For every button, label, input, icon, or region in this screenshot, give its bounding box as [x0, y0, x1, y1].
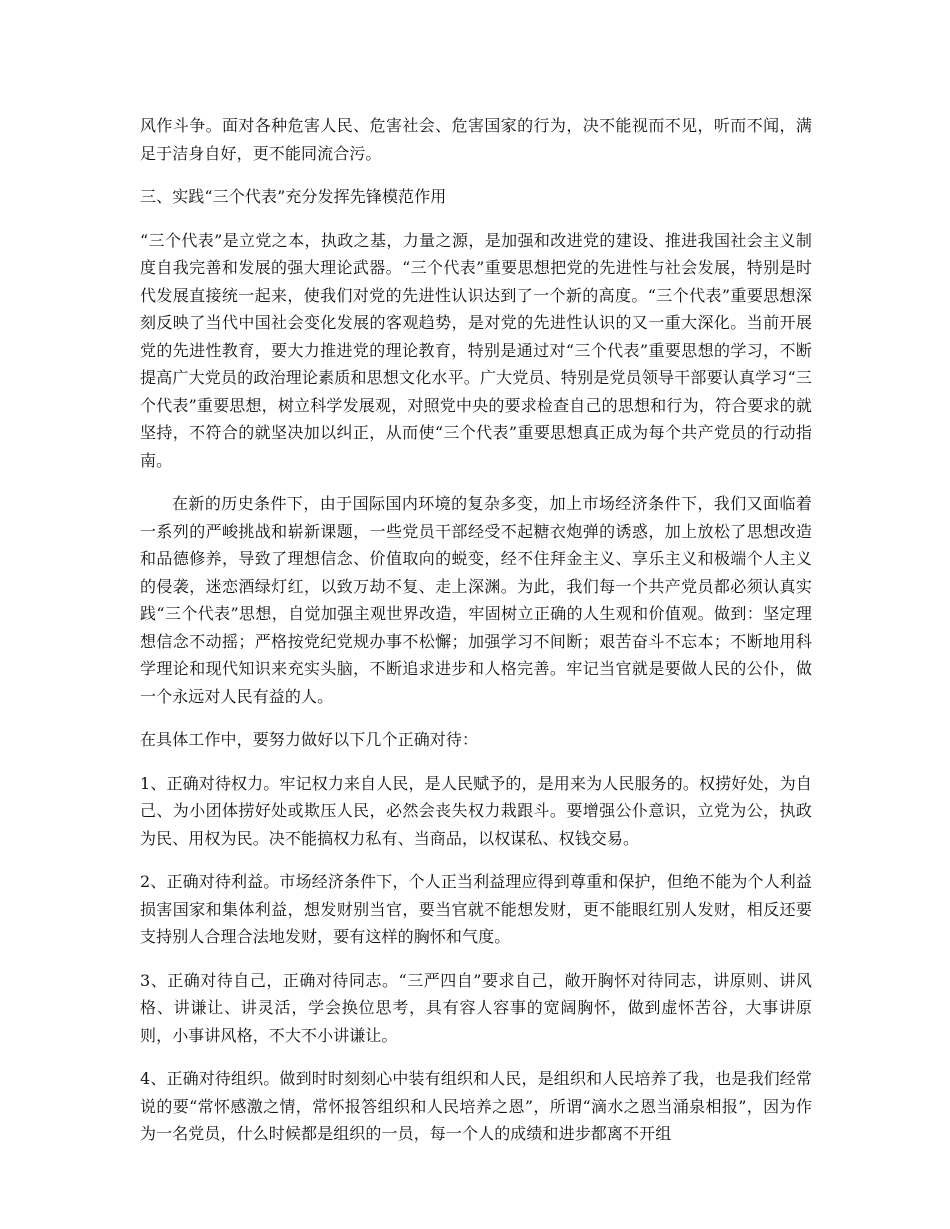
section-heading: 三、实践“三个代表”充分发挥先锋模范作用: [140, 187, 447, 206]
list-item-self-and-comrades: 3、正确对待自己，正确对待同志。“三严四自”要求自己，敞开胸怀对待同志，讲原则、讲风格、讲谦让、讲灵活，学会换位思考，具有容人容事的宽阔胸怀，做到虚怀苦谷，大事讲原则，小事讲风格，不大不小讲谦让。: [140, 970, 812, 1045]
paragraph-historical-conditions: 在新的历史条件下，由于国际国内环境的复杂多变，加上市场经济条件下，我们又面临着一系列的严峻挑战和崭新课题，一些党员干部经受不起糖衣炮弹的诱惑，加上放松了思想改造和品德修养，导致了理想信念、价值取向的蜕变，经不住拜金主义、享乐主义和极端个人主义的侵袭，迷恋酒绿灯红，以致万劫不复、走上深渊。为此，我们每一个共产党员都必须认真实践“三个代表”思想，自觉加强主观世界改造，牢固树立正确的人生观和价值观。做到：坚定理想信念不动摇；严格按党纪党规办事不松懈；加强学习不间断；艰苦奋斗不忘本；不断地用科学理论和现代知识来充实头脑，不断追求进步和人格完善。牢记当官就是要做人民的公仆，做一个永远对人民有益的人。: [140, 494, 812, 706]
document-body: [140, 112, 812, 1164]
list-item-organization: 4、正确对待组织。做到时时刻刻心中装有组织和人民，是组织和人民培养了我，也是我们经常说的要“常怀感激之情，常怀报答组织和人民培养之恩”，所谓“滴水之恩当涌泉相报”，因为作为一名党员，什么时候都是组织的一员，每一个人的成绩和进步都离不开组: [140, 1069, 812, 1143]
paragraph-continuation: 风作斗争。面对各种危害人民、危害社会、危害国家的行为，决不能视而不见，听而不闻，满足于洁身自好，更不能同流合污。: [140, 116, 812, 163]
paragraph-three-represents: “三个代表”是立党之本，执政之基，力量之源，是加强和改进党的建设、推进我国社会主义制度自我完善和发展的强大理论武器。“三个代表”重要思想把党的先进性与社会发展，特别是时代发展直接统一起来，使我们对党的先进性认识达到了一个新的高度。“三个代表”重要思想深刻反映了当代中国社会变化发展的客观趋势，是对党的先进性认识的又一重大深化。当前开展党的先进性教育，要大力推进党的理论教育，特别是通过对“三个代表”重要思想的学习，不断提高广大党员的政治理论素质和思想文化水平。广大党员、特别是党员领导干部要认真学习“三个代表”重要思想，树立科学发展观，对照党中央的要求检查自己的思想和行为，符合要求的就坚持，不符合的就坚决加以纠正，从而使“三个代表”重要思想真正成为每个共产党员的行动指南。: [140, 230, 812, 470]
list-item-interest: 2、正确对待利益。市场经济条件下，个人正当利益理应得到尊重和保护，但绝不能为个人利益损害国家和集体利益，想发财别当官，要当官就不能想发财，更不能眼红别人发财，相反还要支持别人合理合法地发财，要有这样的胸怀和气度。: [140, 872, 812, 946]
list-item-power: 1、正确对待权力。牢记权力来自人民，是人民赋予的，是用来为人民服务的。权捞好处，为自己、为小团体捞好处或欺压人民，必然会丧失权力栽跟斗。要增强公仆意识，立党为公，执政为民、用权为民。决不能搞权力私有、当商品，以权谋私、权钱交易。: [140, 773, 812, 848]
paragraph-intro-list: 在具体工作中，要努力做好以下几个正确对待：: [140, 730, 479, 749]
